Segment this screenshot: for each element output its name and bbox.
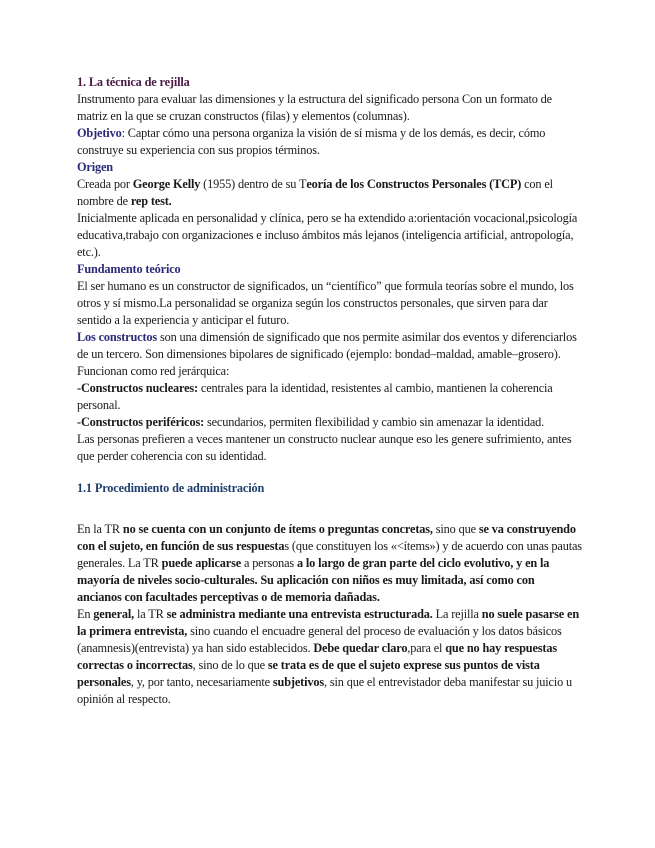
red-paragraph: Funcionan como red jerárquica: [77,364,230,378]
objetivo-label: Objetivo [77,126,122,140]
bold-run: a lo largo de gran parte del ciclo evolutivo, y en la mayoría de niveles socio-culturales. Su aplicación con niños es muy limitada, así como con [77,556,550,587]
text-run: a personas [241,556,297,570]
perifericos-label: -Constructos periféricos: [77,415,205,429]
text-run: sino cuando el encuadre general del proceso de evaluación y los datos básicos (anamnesis)(entrevista) ya han sido establecidos. [77,624,562,655]
text-run: ,para el [407,641,446,655]
bold-run: que no hay respuestas correctas o incorrectas [77,641,557,672]
text-run: sino que [432,522,479,536]
fundamento-heading: Fundamento teórico [77,262,181,276]
bold-run: ancianos con facultades perceptivas o de memoria dañadas. [77,590,380,604]
prefieren-paragraph: Las personas prefieren a veces mantener un constructo nuclear aunque eso les genere sufrimiento, antes que perder coherencia con su identidad. [77,432,572,463]
bold-run: no se cuenta con un conjunto de ítems o preguntas concretas, [122,522,433,536]
bold-run: se administra mediante una entrevista estructurada. [166,607,433,621]
author-name: George Kelly [132,177,201,191]
constructos-label: Los constructos [77,330,158,344]
fundamento-paragraph: El ser humano es un constructor de significados, un “científico” que formula teorías sobre el mundo, los otros y sí mismo.La personalidad se organiza según los constructos personales, que sirven para dar sentido a la experiencia y anticipar el futuro. [77,279,574,327]
administracion-paragraph-1 [77,521,585,606]
test-name: rep test. [130,194,172,208]
nucleares-text: centrales para la identidad, resistentes al cambio, mantienen la coherencia personal. [77,381,553,412]
constructos-text: son una dimensión de significado que nos permite asimilar dos eventos y diferenciarlos de un tercero. Son dimensiones bipolares de significado (ejemplo: bondad–maldad, amable–grosero). [77,330,577,361]
subsection-heading: 1.1 Procedimiento de administración [77,481,265,495]
constructos-paragraph [77,329,585,363]
objetivo-paragraph [77,125,585,159]
origen-paragraph [77,176,585,210]
bold-run: puede aplicarse [161,556,242,570]
text-run: En la TR [77,522,123,536]
text-run: , sin que el entrevistador deba manifestar su juicio u opinión al respecto. [77,675,573,706]
bold-run: se trata es de que el sujeto exprese sus puntos de vista personales [77,658,540,689]
nucleares-label: -Constructos nucleares: [77,381,198,395]
text-run: , sino de lo que [192,658,268,672]
theory-name: eoría de los Constructos Personales (TCP) [306,177,522,191]
text-run: s (que constituyen los «<ítems») y de acuerdo con unas pautas generales. La TR [77,539,582,570]
bold-run: subjetivos [272,675,325,689]
bold-run: se va construyendo con el sujeto, en función de sus respuesta [77,522,576,553]
text-run: la TR [134,607,167,621]
objetivo-text: : Captar cómo una persona organiza la visión de sí misma y de los demás, es decir, cómo construye su experiencia con sus propios términos. [77,126,546,157]
text-run: La rejilla [432,607,482,621]
perifericos-paragraph [77,414,585,431]
administracion-paragraph-2 [77,606,585,708]
text-run: (1955) dentro de su T [200,177,307,191]
nucleares-paragraph [77,380,585,414]
text-run: con el nombre de [77,177,553,208]
bold-run: general, [93,607,135,621]
bold-run: Debe quedar claro [313,641,408,655]
bold-run: no suele pasarse en la primera entrevista, [77,607,580,638]
text-run: Creada por [77,177,133,191]
origen-heading: Origen [77,160,113,174]
text-run: , y, por tanto, necesariamente [130,675,273,689]
section-heading: 1. La técnica de rejilla [77,75,190,89]
aplicacion-paragraph: Inicialmente aplicada en personalidad y clínica, pero se ha extendido a:orientación vocacional,psicología educativa,trabajo con organizaciones e incluso ámbitos más lejanos (inteligencia artificial, antropología, etc.). [77,211,578,259]
text-run: En [77,607,94,621]
intro-paragraph: Instrumento para evaluar las dimensiones y la estructura del significado persona Con un formato de matriz en la que se cruzan constructos (filas) y elementos (columnas). [77,92,552,123]
perifericos-text: secundarios, permiten flexibilidad y cambio sin amenazar la identidad. [204,415,545,429]
